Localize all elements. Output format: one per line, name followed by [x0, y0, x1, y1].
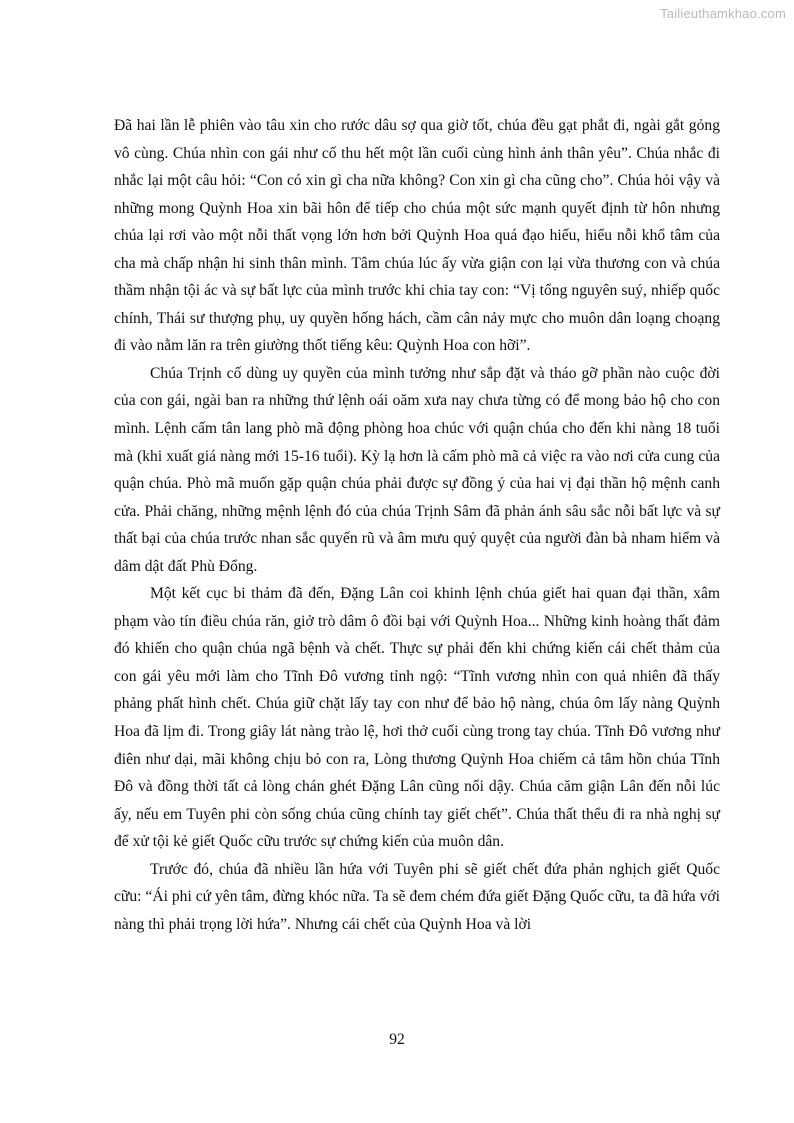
paragraph-1: Đã hai lần lễ phiên vào tâu xin cho rước dâu sợ qua giờ tốt, chúa đều gạt phắt đi, ngài gắt gỏng vô cùng. Chúa nhìn con gái như cố thu hết một lần cuối cùng hình ảnh thân yêu”. Chúa nhắc đi nhắc lại một câu hỏi: “Con có xin gì cha nữa không? Con xin gì cha cũng cho”. Chúa hỏi vậy và những mong Quỳnh Hoa xin bãi hôn để tiếp cho chúa một sức mạnh quyết định từ hôn nhưng chúa lại rơi vào một nỗi thất vọng lớn hơn bởi Quỳnh Hoa quá đạo hiếu, hiểu nỗi khổ tâm của cha mà chấp nhận hi sinh thân mình. Tâm chúa lúc ấy vừa giận con lại vừa thương con và chúa thầm nhận tội ác và sự bất lực của mình trước khi chia tay con: “Vị tổng nguyên suý, nhiếp quốc chính, Thái sư thượng phụ, uy quyền hống hách, cầm cân nảy mực cho muôn dân loạng choạng đi vào nằm lăn ra trên giường thốt tiếng kêu: Quỳnh Hoa con hỡi”.: [114, 117, 720, 355]
page-number: 92: [389, 1031, 405, 1048]
paragraph-3: Một kết cục bi thảm đã đến, Đặng Lân coi khinh lệnh chúa giết hai quan đại thần, xâm phạm vào tín điều chúa răn, giở trò dâm ô đồi bại với Quỳnh Hoa... Những kinh hoàng thất đảm đó khiến cho quận chúa ngã bệnh và chết. Thực sự phải đến khi chứng kiến cái chết thảm của con gái yêu mới làm cho Tĩnh Đô vương tỉnh ngộ: “Tĩnh vương nhìn con quả nhiên đã thấy phảng phất hình chết. Chúa giữ chặt lấy tay con như để bảo hộ nàng, chúa ôm lấy nàng Quỳnh Hoa đã lịm đi. Trong giây lát nàng trào lệ, hơi thở cuối cùng trong tay chúa. Tĩnh Đô vương như điên như dại, mãi không chịu bỏ con ra, Lòng thương Quỳnh Hoa chiếm cả tâm hồn chúa Tĩnh Đô và đồng thời tất cả lòng chán ghét Đặng Lân cũng nổi dậy. Chúa căm giận Lân đến nỗi lúc ấy, nếu em Tuyên phi còn sống chúa cũng chính tay giết chết”. Chúa thất thểu đi ra nhà nghị sự để xử tội kẻ giết Quốc cữu trước sự chứng kiến của muôn dân.: [114, 585, 720, 851]
document-body: [114, 112, 720, 938]
paragraph-2: Chúa Trịnh cố dùng uy quyền của mình tưởng như sắp đặt và tháo gỡ phần nào cuộc đời của con gái, ngài ban ra những thứ lệnh oái oăm xưa nay chưa từng có để mong bảo hộ cho con mình. Lệnh cấm tân lang phò mã động phòng hoa chúc với quận chúa cho đến khi nàng 18 tuổi mà (khi xuất giá nàng mới 15-16 tuổi). Kỳ lạ hơn là cấm phò mã cả việc ra vào nơi cửa cung của quận chúa. Phò mã muốn gặp quận chúa phải được sự đồng ý của hai vị đại thần hộ mệnh canh cửa. Phải chăng, những mệnh lệnh đó của chúa Trịnh Sâm đã phản ánh sâu sắc nỗi bất lực và sự thất bại của chúa trước nhan sắc quyến rũ và âm mưu quỷ quyệt của người đàn bà nham hiểm và dâm dật đất Phù Đổng.: [114, 364, 720, 575]
watermark-text: Tailieuthamkhao.com: [660, 6, 786, 21]
paragraph-4: Trước đó, chúa đã nhiều lần hứa với Tuyên phi sẽ giết chết đứa phản nghịch giết Quốc cữu: “Ái phi cứ yên tâm, đừng khóc nữa. Ta sẽ đem chém đứa giết Đặng Quốc cữu, ta đã hứa với nàng thì phải trọng lời hứa”. Nhưng cái chết của Quỳnh Hoa và lời: [114, 860, 720, 933]
